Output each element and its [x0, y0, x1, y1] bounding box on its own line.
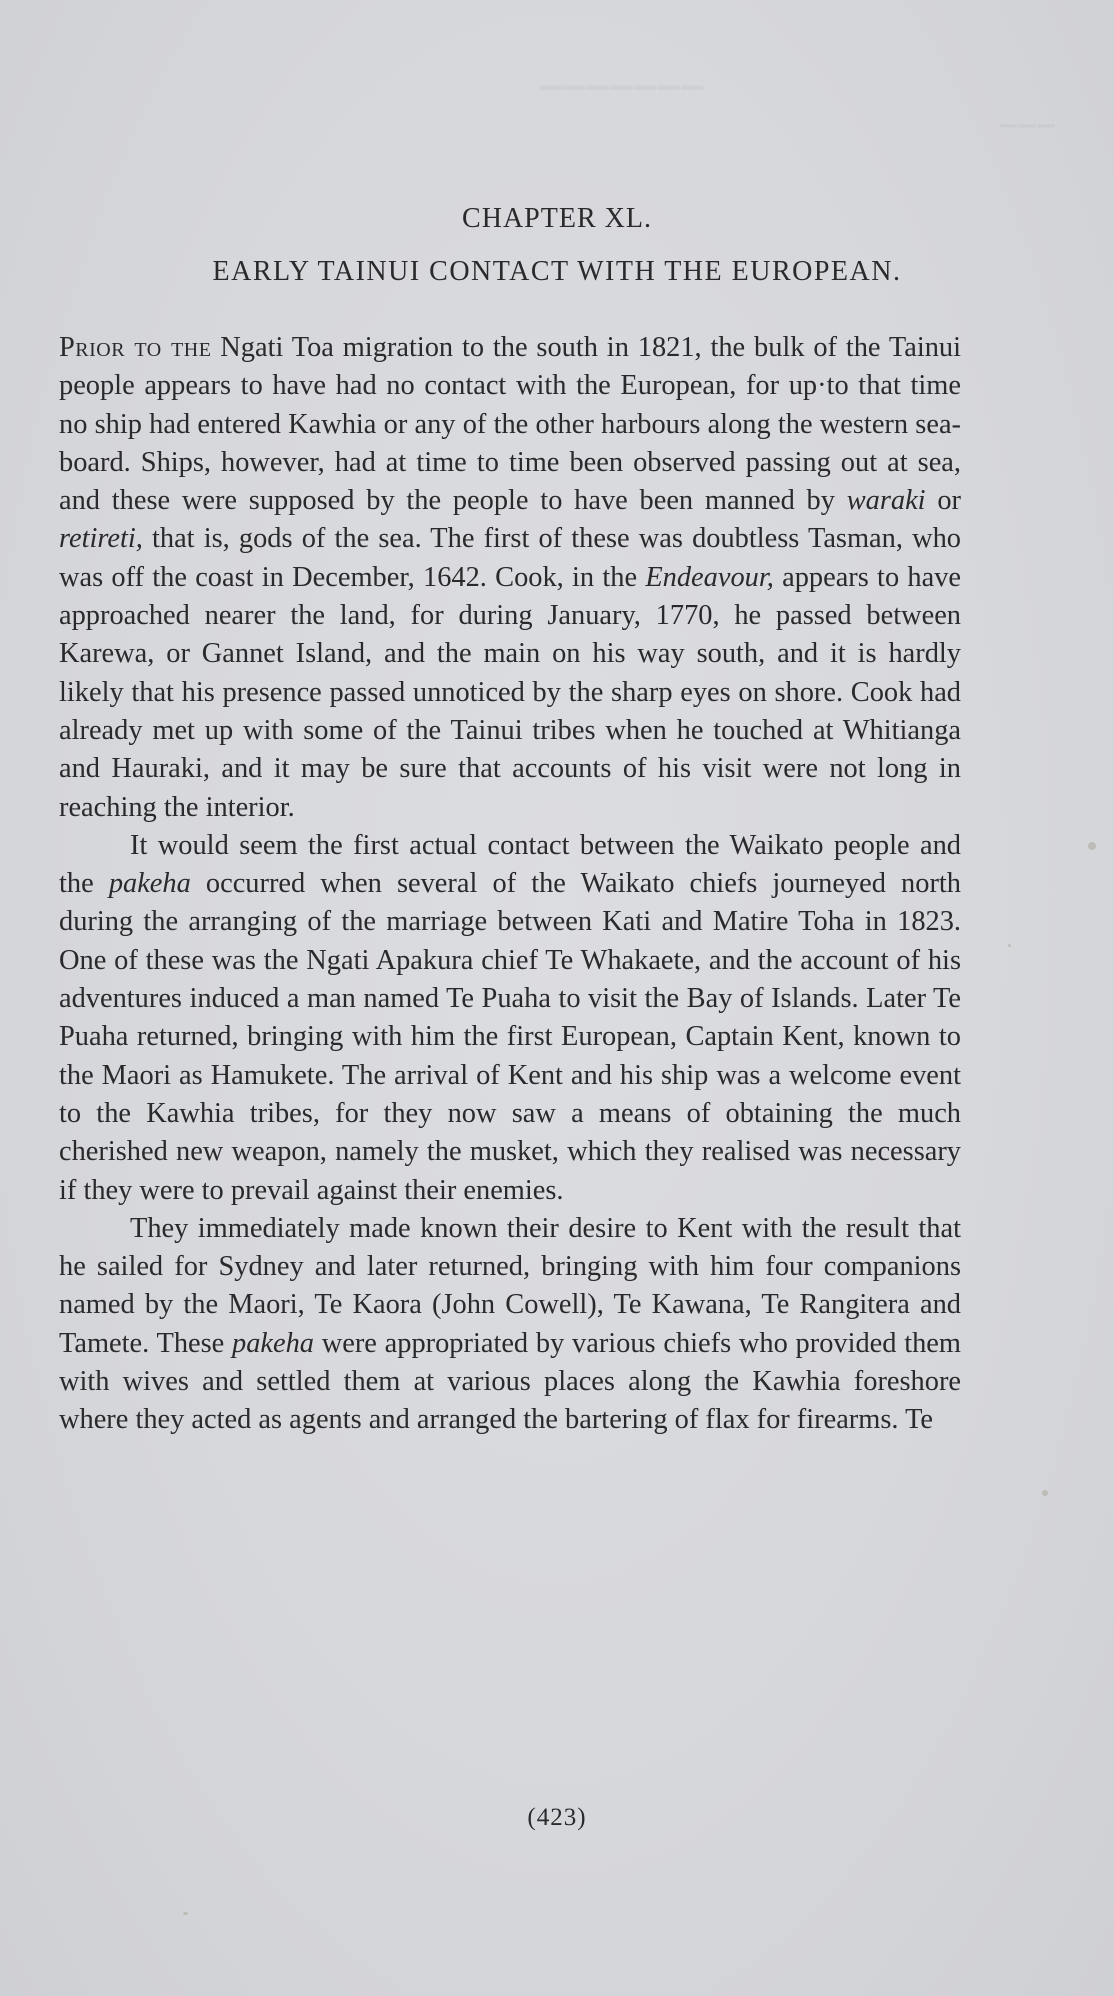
italic-term: Endeavour,: [645, 561, 774, 593]
paper-speck: [1008, 944, 1011, 947]
italic-term: retireti,: [59, 523, 143, 555]
paragraph-3: [59, 1210, 961, 1440]
paragraph-text-run: They immediately made known their desire to Kent with the result that he sailed for Sydney and later returned, bringing with him four companions named by the Maori, Te Kaora (John Cowell), Te Kawana, Te Rangitera and Tamete. These: [59, 1212, 961, 1359]
paragraph-text-run: appears to have approached nearer the land, for during January, 1770, he passed between Karewa, or Gannet Island, and the main on his way south, and it is hardly likely that his presence passed unnoticed by the sharp eyes on shore. Cook had already met up with some of the Tainui tribes when he touched at Whitianga and Hauraki, and it may be sure that accounts of his visit were not long in reaching the interior.: [59, 561, 961, 823]
paper-speck: [1042, 1490, 1048, 1496]
paragraph-text-run: that is, gods of the sea. The first of these was doubtless Tasman, who was off the coast in December, 1642. Cook, in the: [59, 523, 961, 593]
chapter-title: EARLY TAINUI CONTACT WITH THE EUROPEAN.: [212, 256, 902, 287]
paper-speck: [183, 1912, 188, 1915]
paper-speck: [1088, 842, 1096, 850]
paragraph-1: [59, 329, 961, 827]
italic-term: pakeha: [108, 868, 191, 900]
chapter-number: CHAPTER XL.: [462, 203, 652, 234]
paragraph-text-run: occurred when several of the Waikato chiefs journeyed north during the arranging of the marriage between Kati and Matire Toha in 1823. One of these was the Ngati Apakura chief Te Whakaete, and the account of his adventures induced a man named Te Puaha to visit the Bay of Islands. Later Te Puaha returned, bringing with him the first European, Captain Kent, known to the Maori as Hamukete. The arrival of Kent and his ship was a welcome event to the Kawhia tribes, for they now saw a means of obtaining the much cherished new weapon, namely the musket, which they realised was necessary if they were to prevail against their enemies.: [59, 868, 961, 1206]
show-through-texture: ▁▁▁ ▁▁▁▁▁▁▁: [540, 59, 1057, 127]
paragraph-lead-smallcaps: Prior to the: [59, 332, 212, 363]
italic-term: waraki: [846, 485, 926, 517]
paragraph-text-run: were appropriated by various chiefs who provided them with wives and settled them at various places along the Kawhia foreshore where they acted as agents and arranged the bartering of flax for firearms. Te: [59, 1327, 961, 1436]
page-number: (423): [527, 1804, 587, 1831]
body-text: [59, 329, 961, 1440]
paragraph-text-run: or: [925, 485, 961, 517]
paragraph-2: [59, 827, 961, 1210]
paragraph-text-run: It would seem the first actual contact between the Waikato people and the: [59, 829, 961, 900]
italic-term: pakeha: [232, 1327, 314, 1359]
paragraph-text-run: Ngati Toa migration to the south in 1821, the bulk of the Tainui people appears to have had no contact with the European, for up·to that time no ship had entered Kawhia or any of the other harbours along the western sea-board. Ships, however, had at time to time been observed passing out at sea, and these were supposed by the people to have been manned by: [59, 332, 961, 517]
